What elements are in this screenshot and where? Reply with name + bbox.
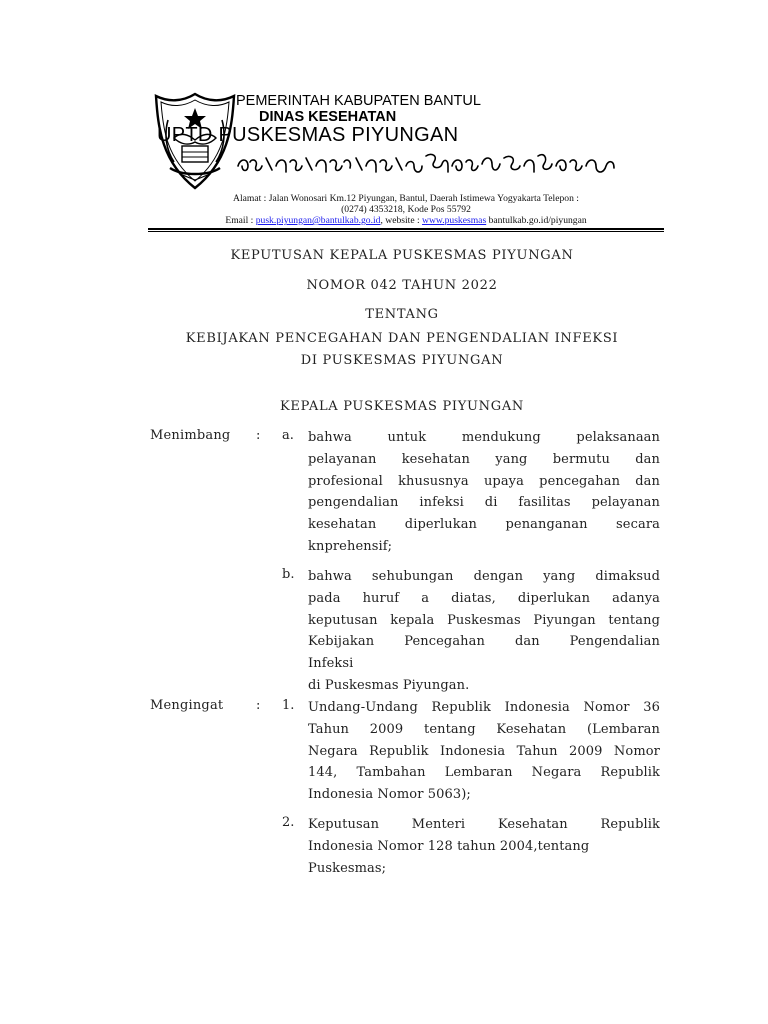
decree-subject: KEBIJAKAN PENCEGAHAN DAN PENGENDALIAN INFEKSI — [185, 331, 619, 346]
letterhead-government-name: PEMERINTAH KABUPATEN BANTUL — [236, 93, 481, 109]
letterhead-address: Alamat : Jalan Wonosari Km.12 Piyungan, Bantul, Daerah Istimewa Yogyakarta Telepon : — [233, 193, 579, 204]
text-line: Undang-Undang Republik Indonesia Nomor 36 — [308, 700, 660, 715]
website-rest: bantulkab.go.id/piyungan — [486, 215, 587, 226]
text-line: keputusan kepala Puskesmas Piyungan tentang — [308, 612, 660, 628]
letterhead-department-name: DINAS KESEHATAN — [259, 109, 397, 125]
text-line: pelayanan kesehatan yang bermutu dan — [308, 451, 660, 467]
letterhead-contact-line — [150, 215, 662, 226]
text-line: Indonesia Nomor 5063); — [308, 787, 471, 803]
text-line: bahwa sehubungan dengan yang dimaksud — [308, 569, 660, 584]
text-line: bahwa untuk mendukung pelaksanaan — [308, 430, 660, 445]
menimbang-item-a-marker: a. — [282, 428, 294, 443]
mengingat-label: Mengingat — [150, 698, 224, 713]
letterhead-phone-postcode: (0274) 4353218, Kode Pos 55792 — [341, 204, 471, 215]
text-line: knprehensif; — [308, 538, 393, 554]
text-line: Keputusan Menteri Kesehatan Republik — [308, 817, 660, 832]
letterhead-institution-name: UPTD PUSKESMAS PIYUNGAN — [157, 124, 459, 146]
letterhead-divider-thin — [148, 231, 664, 232]
mengingat-item-2 — [308, 814, 660, 879]
website-link[interactable]: www.puskesmas — [422, 215, 487, 226]
website-label: , website : — [380, 215, 423, 226]
text-line: Negara Republik Indonesia Tahun 2009 Nomor — [308, 743, 660, 759]
decree-title: KEPUTUSAN KEPALA PUSKESMAS PIYUNGAN — [230, 248, 574, 263]
menimbang-item-b-marker: b. — [282, 567, 295, 582]
text-line: pada huruf a diatas, diperlukan adanya — [308, 590, 660, 606]
decree-about-label: TENTANG — [365, 307, 439, 322]
text-line: Kebijakan Pencegahan dan Pengendalian — [308, 634, 660, 650]
text-line: Tahun 2009 tentang Kesehatan (Lembaran — [308, 721, 660, 737]
decree-subject-location: DI PUSKESMAS PIYUNGAN — [300, 353, 504, 368]
text-line: pengendalian infeksi di fasilitas pelayanan — [308, 495, 660, 511]
javanese-script-line — [234, 148, 618, 178]
email-label: Email : — [225, 215, 256, 226]
menimbang-label: Menimbang — [150, 428, 231, 443]
email-link[interactable]: pusk.piyungan@bantulkab.go.id — [255, 215, 381, 226]
mengingat-item-1-marker: 1. — [282, 698, 295, 713]
text-line: kesehatan diperlukan penanganan secara — [308, 517, 660, 533]
mengingat-colon: : — [256, 698, 261, 713]
text-line: di Puskesmas Piyungan. — [308, 677, 470, 693]
letterhead-divider — [148, 228, 664, 230]
decree-number: NOMOR 042 TAHUN 2022 — [306, 278, 498, 293]
text-line: profesional khususnya upaya pencegahan dan — [308, 473, 660, 489]
menimbang-colon: : — [256, 428, 261, 443]
menimbang-item-b — [308, 566, 660, 697]
mengingat-item-1 — [308, 697, 660, 806]
mengingat-item-2-marker: 2. — [282, 815, 295, 830]
text-line: 144, Tambahan Lembaran Negara Republik — [308, 765, 660, 781]
menimbang-item-a — [308, 427, 660, 558]
text-line: Indonesia Nomor 128 tahun 2004,tentang — [308, 838, 590, 854]
text-line: Puskesmas; — [308, 860, 387, 876]
text-line: Infeksi — [308, 656, 354, 672]
issuer-heading: KEPALA PUSKESMAS PIYUNGAN — [280, 399, 524, 414]
